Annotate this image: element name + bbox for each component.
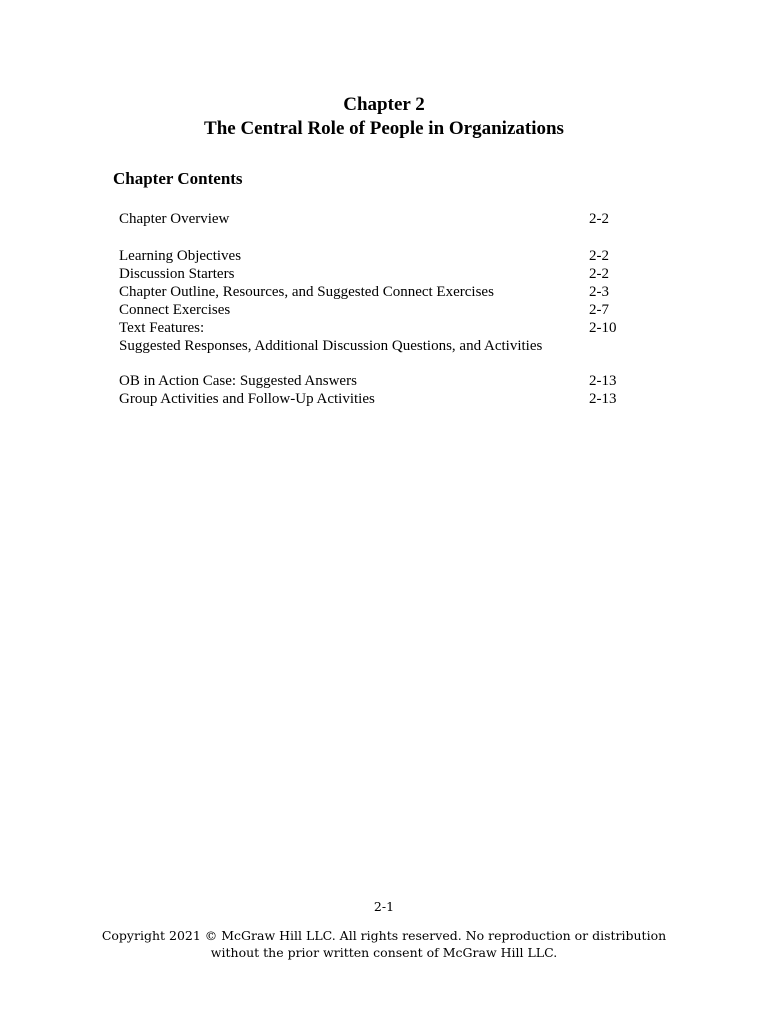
toc-label: Text Features: — [119, 320, 205, 336]
toc-page-number: 2-2 — [589, 211, 609, 227]
toc-label: Discussion Starters — [119, 266, 235, 282]
toc-row — [119, 265, 639, 283]
copyright-line: Copyright 2021 © McGraw Hill LLC. All rights reserved. No reproduction or distribution — [101, 928, 667, 943]
toc-row — [119, 283, 639, 301]
toc-row — [119, 390, 639, 408]
toc-row — [119, 337, 639, 355]
toc-label: Chapter Overview — [119, 211, 230, 227]
toc-page-number: 2-7 — [589, 302, 609, 318]
toc-page-number: 2-2 — [589, 266, 609, 282]
page-number: 2-1 — [373, 899, 395, 914]
toc-row — [119, 247, 639, 265]
toc-row — [119, 301, 639, 319]
toc-label: Group Activities and Follow-Up Activities — [119, 391, 375, 407]
toc-group-overview — [119, 210, 639, 228]
toc-label: Learning Objectives — [119, 248, 242, 264]
copyright-notice — [0, 927, 768, 961]
chapter-number: Chapter 2 — [343, 94, 425, 115]
toc-page-number: 2-13 — [589, 391, 617, 407]
toc-label: OB in Action Case: Suggested Answers — [119, 373, 357, 389]
toc-group-main — [119, 247, 639, 355]
toc-page-number: 2-2 — [589, 248, 609, 264]
toc-label: Connect Exercises — [119, 302, 231, 318]
toc-row — [119, 372, 639, 390]
chapter-title — [0, 93, 768, 141]
toc-row — [119, 210, 639, 228]
copyright-line: without the prior written consent of McGraw Hill LLC. — [210, 945, 558, 960]
toc-page-number: 2-10 — [589, 320, 617, 336]
contents-heading: Chapter Contents — [113, 169, 243, 188]
toc-row — [119, 319, 639, 337]
toc-group-activities — [119, 372, 639, 408]
toc-label: Chapter Outline, Resources, and Suggested Connect Exercises — [119, 284, 494, 300]
chapter-name: The Central Role of People in Organizations — [204, 118, 564, 139]
toc-page-number: 2-3 — [589, 284, 609, 300]
toc-label: Suggested Responses, Additional Discussion Questions, and Activities — [119, 338, 543, 354]
toc-page-number: 2-13 — [589, 373, 617, 389]
